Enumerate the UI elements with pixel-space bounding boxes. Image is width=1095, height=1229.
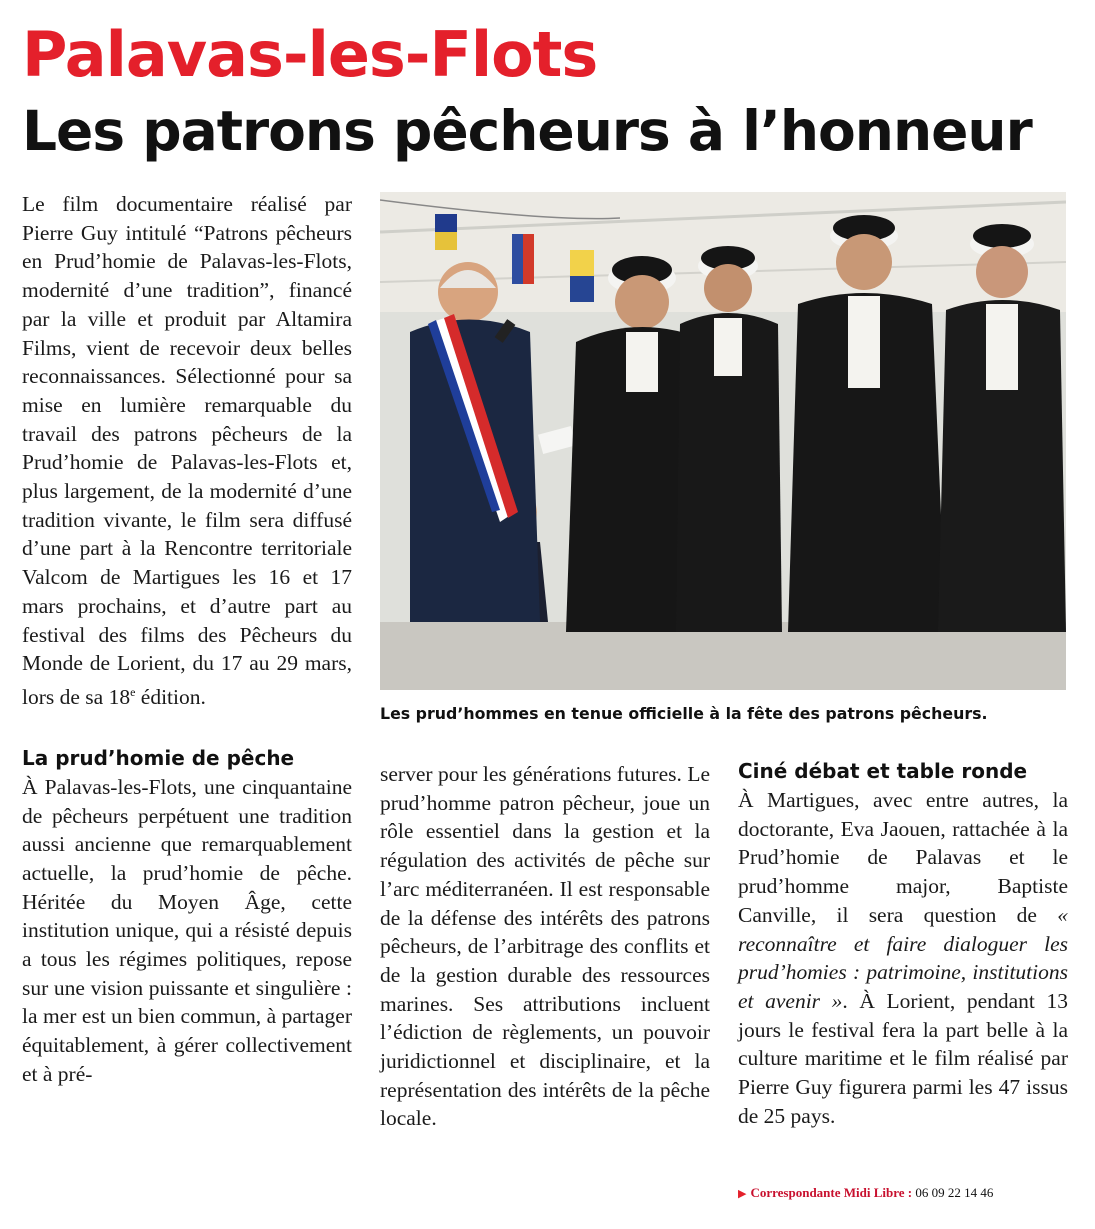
- ordinal-superscript: e: [130, 684, 136, 699]
- section2-text-a: À Martigues, avec entre autres, la doctorante, Eva Jaouen, rattachée à la Prud’homie de Palavas et le prud’homme major, Baptiste Canville, il sera question de: [738, 788, 1068, 927]
- headline: Les patrons pêcheurs à l’honneur: [22, 99, 1032, 163]
- column-3: [738, 760, 1068, 1130]
- column-2: [380, 760, 710, 1133]
- intro-end-text: édition.: [135, 685, 206, 710]
- kicker-location: Palavas-les-Flots: [22, 18, 598, 91]
- credit-label: Correspondante Midi Libre :: [750, 1185, 913, 1200]
- event-photo: [380, 192, 1066, 690]
- column-1: [22, 190, 352, 1089]
- credit-phone: 06 09 22 14 46: [915, 1185, 994, 1200]
- section2-paragraph: [738, 786, 1068, 1130]
- section-heading-cine-debat: Ciné débat et table ronde: [738, 759, 1028, 783]
- section1-paragraph-part2: server pour les générations futures. Le prud’homme patron pêcheur, joue un rôle essentiel dans la gestion et la régulation des activités de pêche sur l’arc méditerranéen. Il est responsable de la défense des intérêts des patrons pêcheurs, de l’arbitrage des conflits et de la gestion durable des ressources marines. Ses attributions incluent l’édiction de règlements, un pouvoir juridictionnel et disciplinaire, et la représentation des intérêts de la pêche locale.: [380, 762, 710, 1131]
- intro-paragraph: [22, 190, 352, 712]
- section2-quote: « reconnaître et faire dialoguer les prud’homies : patrimoine, institutions et avenir »: [738, 902, 1068, 1013]
- section1-paragraph-part1: À Palavas-les-Flots, une cinquantaine de pêcheurs perpétuent une tradition aussi ancienne que remarquablement actuelle, la prud’homie de pêche. Héritée du Moyen Âge, cette institution unique, qui a résisté depuis a tous les régimes politiques, repose sur une vision puissante et singulière : la mer est un bien commun, à partager équitablement, à gérer collectivement et à pré-: [22, 774, 352, 1086]
- section2-text-b: . À Lorient, pendant 13 jours le festival fera la part belle à la culture maritime et le film réalisé par Pierre Guy figurera parmi les 47 issus de 25 pays.: [738, 988, 1068, 1128]
- triangle-bullet-icon: ▶: [738, 1188, 747, 1200]
- photo-caption: Les prud’hommes en tenue officielle à la fête des patrons pêcheurs.: [380, 704, 988, 723]
- section-heading-prudhomie: La prud’homie de pêche: [22, 745, 295, 770]
- correspondent-credit: [738, 1183, 1068, 1204]
- intro-text: Le film documentaire réalisé par Pierre Guy intitulé “Patrons pêcheurs en Prud’homie de Palavas-les-Flots, modernité d’une tradition”, financé par la ville et produit par Altamira Films, vient de recevoir deux belles reconnaissances. Sélectionné pour sa mise en lumière remarquable du travail des patrons pêcheurs de la Prud’homie de Palavas-les-Flots et, plus largement, de la modernité d’une tradition vivante, le film sera diffusé d’une part à la Rencontre territoriale Valcom de Martigues les 16 et 17 mars prochains, et d’autre part au festival des films des Pêcheurs du Monde de Lorient, du 17 au 29 mars, lors de sa 18: [22, 192, 352, 710]
